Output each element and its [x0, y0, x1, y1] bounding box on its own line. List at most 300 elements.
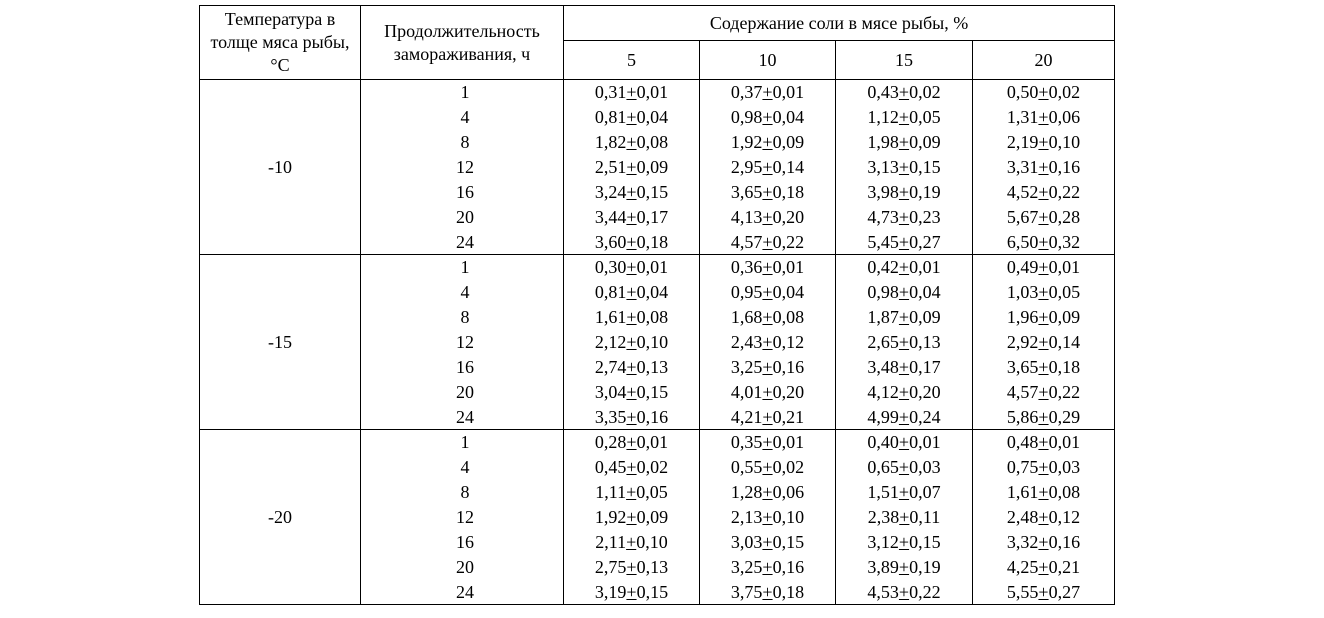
plus-minus-sign: +: [626, 107, 637, 127]
plus-minus-sign: +: [762, 507, 773, 527]
plus-minus-sign: +: [762, 307, 773, 327]
mean-value: 4,12: [867, 382, 899, 402]
plus-minus-sign: +: [626, 82, 637, 103]
error-value: 0,18: [1048, 357, 1081, 377]
error-value: 0,06: [772, 482, 805, 502]
salt-level-header: 15: [836, 41, 973, 80]
error-value: 0,15: [772, 532, 805, 552]
value-cell: [836, 580, 973, 605]
mean-value: 0,81: [594, 282, 627, 302]
value-cell: [700, 105, 836, 130]
plus-minus-sign: +: [1038, 507, 1049, 527]
plus-minus-sign: +: [626, 357, 637, 377]
value-cell: [700, 130, 836, 155]
error-value: 0,16: [1048, 532, 1081, 552]
value-cell: [700, 430, 836, 455]
mean-value: 4,25: [1006, 557, 1039, 577]
value-cell: [700, 555, 836, 580]
mean-value: 1,12: [867, 107, 899, 127]
value-cell: [836, 280, 973, 305]
mean-value: 3,65: [730, 182, 763, 202]
value-cell: [973, 180, 1115, 205]
error-value: 0,12: [772, 332, 805, 352]
mean-value: 0,50: [1006, 82, 1039, 103]
error-value: 0,21: [772, 406, 805, 427]
plus-minus-sign: +: [762, 332, 773, 352]
value-cell: [564, 355, 700, 380]
value-cell: [836, 405, 973, 430]
error-value: 0,04: [909, 282, 941, 302]
error-value: 0,23: [909, 207, 941, 227]
mean-value: 0,55: [730, 457, 763, 477]
mean-value: 5,55: [1006, 581, 1039, 602]
mean-value: 4,01: [730, 382, 763, 402]
error-value: 0,22: [909, 581, 941, 602]
duration-cell: 16: [361, 530, 564, 555]
error-value: 0,19: [909, 182, 941, 202]
value-cell: [973, 455, 1115, 480]
value-cell: [836, 230, 973, 255]
error-value: 0,01: [772, 82, 805, 103]
error-value: 0,13: [909, 332, 941, 352]
value-cell: [700, 455, 836, 480]
value-cell: [700, 80, 836, 105]
plus-minus-sign: +: [1038, 157, 1049, 177]
mean-value: 4,53: [867, 581, 899, 602]
error-value: 0,21: [1048, 557, 1081, 577]
plus-minus-sign: +: [762, 532, 773, 552]
duration-cell: 4: [361, 455, 564, 480]
error-value: 0,16: [772, 357, 805, 377]
error-value: 0,02: [636, 457, 669, 477]
duration-cell: 1: [361, 80, 564, 105]
value-cell: [973, 430, 1115, 455]
mean-value: 0,30: [594, 257, 627, 278]
plus-minus-sign: +: [898, 357, 910, 377]
duration-cell: 16: [361, 355, 564, 380]
plus-minus-sign: +: [626, 157, 637, 177]
mean-value: 4,73: [867, 207, 899, 227]
mean-value: 3,12: [867, 532, 899, 552]
value-cell: [564, 80, 700, 105]
value-cell: [836, 480, 973, 505]
error-value: 0,04: [636, 282, 669, 302]
error-value: 0,20: [772, 382, 805, 402]
mean-value: 0,98: [867, 282, 899, 302]
error-value: 0,15: [636, 581, 669, 602]
plus-minus-sign: +: [626, 432, 637, 453]
error-value: 0,13: [636, 557, 669, 577]
error-value: 0,01: [772, 257, 805, 278]
duration-cell: 12: [361, 155, 564, 180]
error-value: 0,01: [636, 257, 669, 278]
plus-minus-sign: +: [1038, 207, 1049, 227]
mean-value: 1,98: [867, 132, 899, 152]
plus-minus-sign: +: [898, 157, 910, 177]
plus-minus-sign: +: [626, 307, 637, 327]
value-cell: [973, 330, 1115, 355]
error-value: 0,22: [1048, 382, 1081, 402]
value-cell: [700, 505, 836, 530]
error-value: 0,01: [909, 432, 941, 453]
mean-value: 3,03: [730, 532, 763, 552]
plus-minus-sign: +: [1038, 82, 1049, 103]
value-cell: [564, 330, 700, 355]
duration-cell: 12: [361, 505, 564, 530]
error-value: 0,29: [1048, 406, 1081, 427]
mean-value: 0,36: [730, 257, 763, 278]
value-cell: [564, 430, 700, 455]
error-value: 0,15: [636, 382, 669, 402]
salt-content-header: Содержание соли в мясе рыбы, %: [564, 6, 1115, 41]
value-cell: [973, 205, 1115, 230]
error-value: 0,28: [1048, 207, 1081, 227]
plus-minus-sign: +: [1038, 257, 1049, 278]
plus-minus-sign: +: [626, 257, 637, 278]
plus-minus-sign: +: [626, 581, 637, 602]
duration-cell: 20: [361, 205, 564, 230]
mean-value: 4,57: [1006, 382, 1039, 402]
value-cell: [564, 280, 700, 305]
mean-value: 3,48: [867, 357, 899, 377]
mean-value: 3,25: [730, 557, 763, 577]
mean-value: 3,24: [594, 182, 627, 202]
value-cell: [700, 380, 836, 405]
table-row: [200, 255, 1115, 280]
mean-value: 5,86: [1006, 406, 1039, 427]
mean-value: 0,95: [730, 282, 763, 302]
value-cell: [973, 155, 1115, 180]
plus-minus-sign: +: [898, 132, 910, 152]
error-value: 0,27: [909, 231, 941, 252]
plus-minus-sign: +: [626, 182, 637, 202]
table-header: [200, 6, 1115, 80]
value-cell: [973, 130, 1115, 155]
plus-minus-sign: +: [626, 207, 637, 227]
error-value: 0,16: [772, 557, 805, 577]
mean-value: 1,92: [730, 132, 763, 152]
mean-value: 3,75: [730, 581, 763, 602]
plus-minus-sign: +: [1038, 457, 1049, 477]
plus-minus-sign: +: [1038, 357, 1049, 377]
plus-minus-sign: +: [898, 257, 910, 278]
duration-cell: 8: [361, 130, 564, 155]
plus-minus-sign: +: [898, 207, 910, 227]
mean-value: 2,43: [730, 332, 763, 352]
plus-minus-sign: +: [899, 507, 910, 527]
error-value: 0,08: [636, 307, 669, 327]
mean-value: 2,48: [1006, 507, 1039, 527]
plus-minus-sign: +: [898, 307, 910, 327]
mean-value: 0,98: [730, 107, 763, 127]
value-cell: [564, 205, 700, 230]
error-value: 0,18: [772, 581, 805, 602]
value-cell: [700, 355, 836, 380]
mean-value: 2,19: [1006, 132, 1039, 152]
value-cell: [564, 130, 700, 155]
error-value: 0,14: [772, 157, 805, 177]
error-value: 0,08: [772, 307, 805, 327]
error-value: 0,01: [1048, 432, 1081, 453]
plus-minus-sign: +: [898, 432, 910, 453]
mean-value: 0,31: [594, 82, 627, 103]
mean-value: 3,31: [1006, 157, 1039, 177]
duration-cell: 1: [361, 255, 564, 280]
error-value: 0,22: [1048, 182, 1081, 202]
value-cell: [836, 130, 973, 155]
mean-value: 6,50: [1006, 231, 1039, 252]
value-cell: [564, 305, 700, 330]
plus-minus-sign: +: [762, 282, 773, 302]
error-value: 0,17: [636, 207, 669, 227]
mean-value: 2,92: [1006, 332, 1039, 352]
duration-cell: 24: [361, 230, 564, 255]
plus-minus-sign: +: [898, 532, 910, 552]
error-value: 0,03: [1048, 457, 1081, 477]
error-value: 0,09: [636, 157, 669, 177]
duration-header: Продолжительность замораживания, ч: [361, 6, 564, 80]
plus-minus-sign: +: [626, 507, 637, 527]
error-value: 0,07: [909, 482, 941, 502]
error-value: 0,08: [1048, 482, 1081, 502]
value-cell: [973, 480, 1115, 505]
value-cell: [836, 180, 973, 205]
salt-level-header: 5: [564, 41, 700, 80]
duration-cell: 4: [361, 280, 564, 305]
value-cell: [700, 205, 836, 230]
plus-minus-sign: +: [1038, 107, 1049, 127]
plus-minus-sign: +: [762, 157, 773, 177]
error-value: 0,20: [772, 207, 805, 227]
temperature-cell: -20: [200, 430, 361, 605]
value-cell: [836, 355, 973, 380]
error-value: 0,16: [636, 406, 669, 427]
mean-value: 0,28: [594, 432, 627, 453]
table-row: [200, 80, 1115, 105]
value-cell: [836, 530, 973, 555]
error-value: 0,17: [909, 357, 941, 377]
mean-value: 3,60: [594, 231, 627, 252]
plus-minus-sign: +: [1038, 532, 1049, 552]
value-cell: [973, 405, 1115, 430]
error-value: 0,09: [636, 507, 669, 527]
mean-value: 0,43: [867, 82, 899, 103]
error-value: 0,01: [909, 257, 941, 278]
mean-value: 2,51: [594, 157, 627, 177]
plus-minus-sign: +: [1038, 581, 1049, 602]
duration-cell: 20: [361, 555, 564, 580]
value-cell: [564, 255, 700, 280]
plus-minus-sign: +: [898, 382, 910, 402]
value-cell: [564, 180, 700, 205]
mean-value: 3,65: [1006, 357, 1039, 377]
mean-value: 0,49: [1006, 257, 1039, 278]
error-value: 0,06: [1048, 107, 1081, 127]
value-cell: [836, 305, 973, 330]
value-cell: [836, 80, 973, 105]
plus-minus-sign: +: [762, 406, 773, 427]
plus-minus-sign: +: [626, 482, 637, 502]
salt-content-table: [199, 5, 1115, 605]
plus-minus-sign: +: [762, 257, 773, 278]
plus-minus-sign: +: [1038, 432, 1049, 453]
plus-minus-sign: +: [762, 382, 773, 402]
plus-minus-sign: +: [898, 82, 910, 103]
value-cell: [973, 580, 1115, 605]
plus-minus-sign: +: [898, 457, 910, 477]
value-cell: [700, 180, 836, 205]
error-value: 0,15: [909, 157, 941, 177]
mean-value: 3,89: [867, 557, 899, 577]
mean-value: 4,99: [867, 406, 899, 427]
error-value: 0,02: [772, 457, 805, 477]
error-value: 0,10: [636, 532, 668, 552]
value-cell: [836, 255, 973, 280]
plus-minus-sign: +: [898, 182, 910, 202]
error-value: 0,08: [636, 132, 669, 152]
value-cell: [700, 230, 836, 255]
plus-minus-sign: +: [1038, 482, 1049, 502]
plus-minus-sign: +: [626, 332, 637, 352]
error-value: 0,01: [636, 432, 669, 453]
plus-minus-sign: +: [1038, 231, 1049, 252]
error-value: 0,32: [1048, 231, 1081, 252]
plus-minus-sign: +: [898, 406, 910, 427]
value-cell: [564, 455, 700, 480]
plus-minus-sign: +: [898, 482, 910, 502]
duration-cell: 8: [361, 305, 564, 330]
error-value: 0,09: [772, 132, 805, 152]
duration-cell: 4: [361, 105, 564, 130]
plus-minus-sign: +: [898, 282, 910, 302]
plus-minus-sign: +: [762, 231, 773, 252]
value-cell: [836, 555, 973, 580]
value-cell: [564, 580, 700, 605]
mean-value: 1,61: [1006, 482, 1039, 502]
plus-minus-sign: +: [762, 432, 773, 453]
error-value: 0,27: [1048, 581, 1081, 602]
temperature-header: Температура в толще мяса рыбы, °С: [200, 6, 361, 80]
plus-minus-sign: +: [1038, 406, 1049, 427]
value-cell: [973, 230, 1115, 255]
mean-value: 2,95: [730, 157, 763, 177]
error-value: 0,05: [1048, 282, 1081, 302]
plus-minus-sign: +: [762, 182, 773, 202]
error-value: 0,01: [772, 432, 805, 453]
plus-minus-sign: +: [626, 457, 637, 477]
error-value: 0,01: [636, 82, 669, 103]
duration-cell: 20: [361, 380, 564, 405]
value-cell: [973, 530, 1115, 555]
value-cell: [700, 580, 836, 605]
mean-value: 4,13: [730, 207, 763, 227]
error-value: 0,04: [772, 107, 805, 127]
plus-minus-sign: +: [898, 231, 910, 252]
value-cell: [836, 505, 973, 530]
mean-value: 2,13: [730, 507, 763, 527]
plus-minus-sign: +: [898, 107, 910, 127]
mean-value: 0,45: [594, 457, 627, 477]
error-value: 0,10: [636, 332, 669, 352]
value-cell: [973, 355, 1115, 380]
error-value: 0,09: [1048, 307, 1081, 327]
plus-minus-sign: +: [626, 382, 637, 402]
error-value: 0,22: [772, 231, 805, 252]
plus-minus-sign: +: [1038, 557, 1049, 577]
plus-minus-sign: +: [1038, 182, 1049, 202]
mean-value: 1,03: [1006, 282, 1039, 302]
value-cell: [564, 505, 700, 530]
value-cell: [973, 305, 1115, 330]
mean-value: 1,87: [867, 307, 899, 327]
error-value: 0,13: [636, 357, 669, 377]
mean-value: 2,12: [594, 332, 627, 352]
mean-value: 1,61: [594, 307, 627, 327]
error-value: 0,15: [636, 182, 669, 202]
mean-value: 5,45: [867, 231, 899, 252]
error-value: 0,02: [909, 82, 941, 103]
value-cell: [836, 330, 973, 355]
plus-minus-sign: +: [762, 82, 773, 103]
error-value: 0,05: [636, 482, 668, 502]
mean-value: 2,74: [594, 357, 627, 377]
error-value: 0,16: [1048, 157, 1081, 177]
mean-value: 1,96: [1006, 307, 1039, 327]
plus-minus-sign: +: [626, 557, 637, 577]
value-cell: [564, 155, 700, 180]
table-row: [200, 430, 1115, 455]
value-cell: [836, 430, 973, 455]
plus-minus-sign: +: [626, 406, 637, 427]
value-cell: [973, 280, 1115, 305]
mean-value: 3,44: [594, 207, 627, 227]
value-cell: [973, 80, 1115, 105]
value-cell: [700, 330, 836, 355]
mean-value: 0,48: [1006, 432, 1039, 453]
mean-value: 0,35: [730, 432, 763, 453]
mean-value: 1,51: [867, 482, 899, 502]
plus-minus-sign: +: [762, 482, 773, 502]
value-cell: [973, 105, 1115, 130]
value-cell: [564, 380, 700, 405]
value-cell: [700, 480, 836, 505]
error-value: 0,09: [909, 132, 941, 152]
mean-value: 0,40: [867, 432, 899, 453]
plus-minus-sign: +: [1038, 332, 1049, 352]
value-cell: [700, 155, 836, 180]
mean-value: 2,11: [595, 532, 627, 552]
table-body: [200, 80, 1115, 605]
error-value: 0,19: [909, 557, 941, 577]
error-value: 0,10: [1048, 132, 1081, 152]
salt-level-header: 10: [700, 41, 836, 80]
error-value: 0,20: [909, 382, 941, 402]
mean-value: 1,82: [594, 132, 627, 152]
plus-minus-sign: +: [626, 132, 637, 152]
error-value: 0,03: [909, 457, 941, 477]
plus-minus-sign: +: [1038, 132, 1049, 152]
mean-value: 2,75: [594, 557, 627, 577]
error-value: 0,09: [909, 307, 941, 327]
plus-minus-sign: +: [762, 132, 773, 152]
mean-value: 2,38: [867, 507, 900, 527]
error-value: 0,12: [1048, 507, 1081, 527]
duration-cell: 24: [361, 580, 564, 605]
error-value: 0,10: [772, 507, 805, 527]
error-value: 0,14: [1048, 332, 1081, 352]
mean-value: 0,65: [867, 457, 899, 477]
value-cell: [700, 255, 836, 280]
